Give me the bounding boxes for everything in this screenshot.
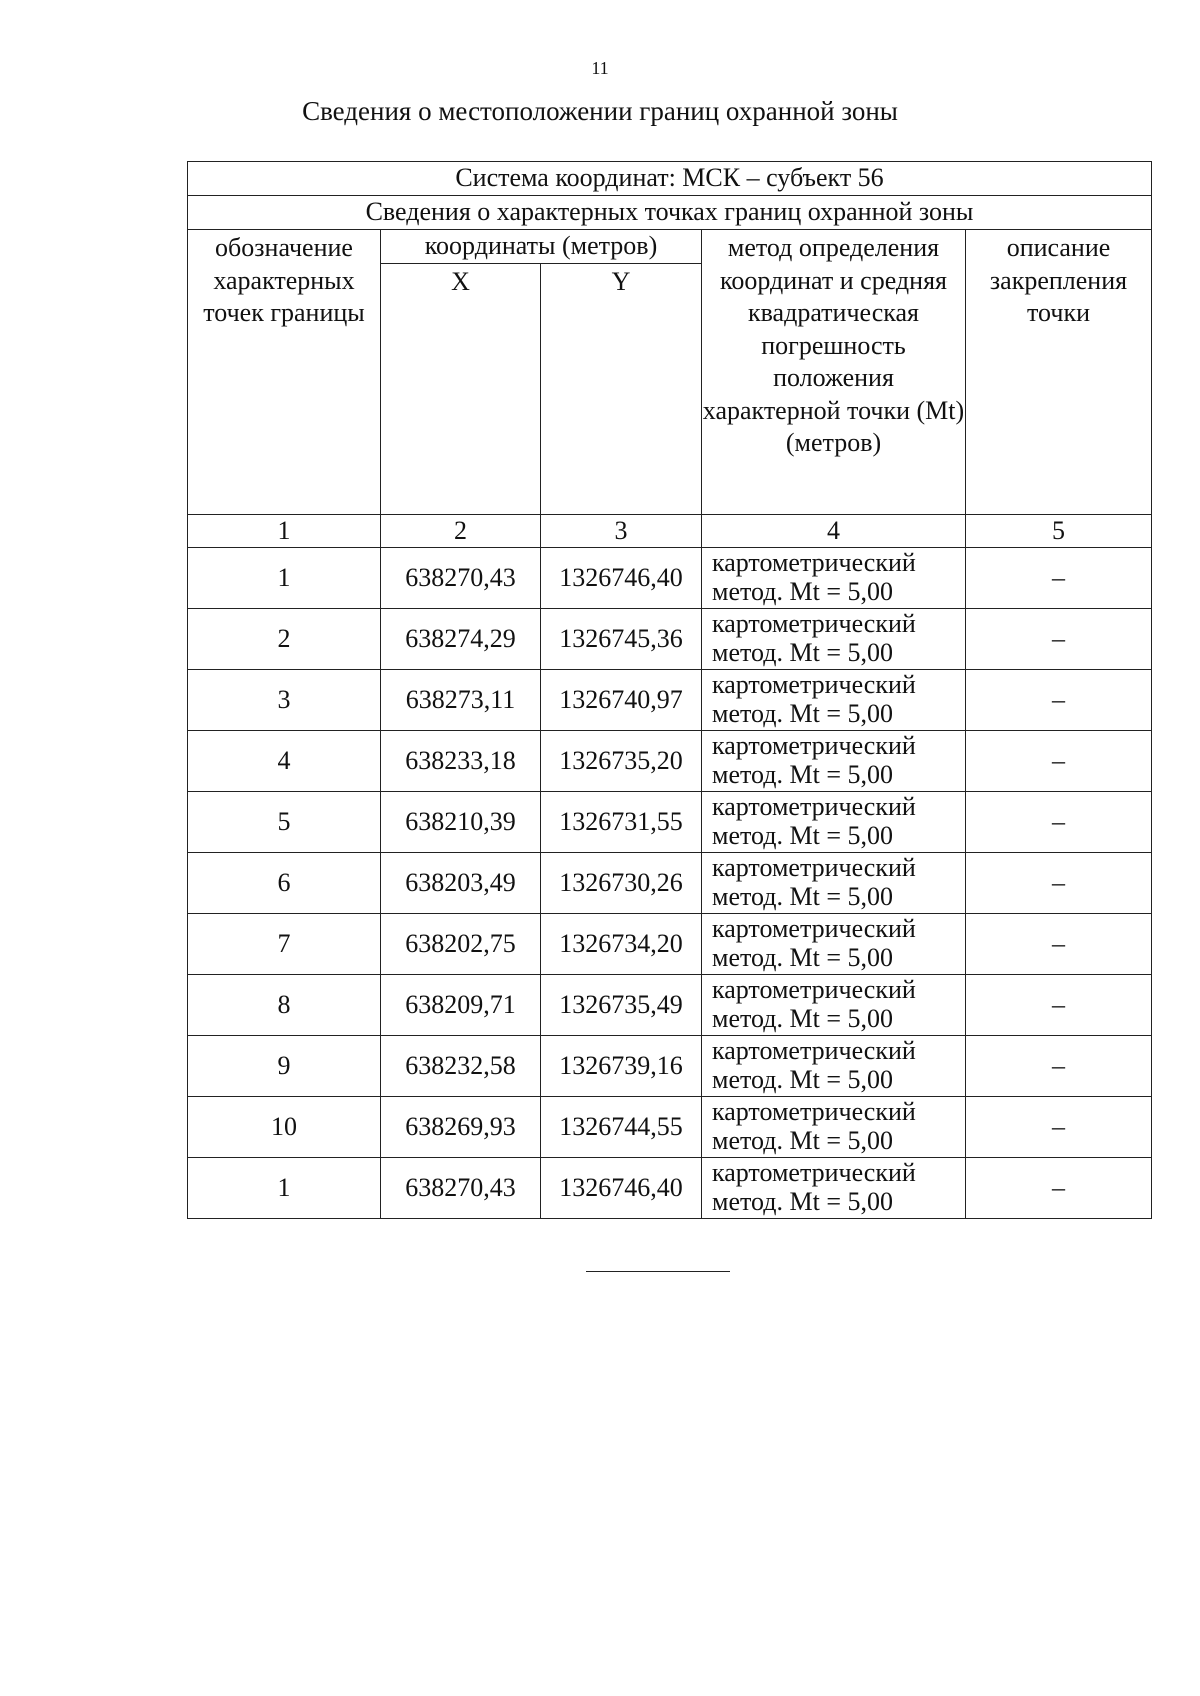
- table-row: [188, 1158, 1152, 1219]
- header-description: описание закрепления точки: [966, 230, 1152, 515]
- x-coordinate-cell: 638269,93: [381, 1097, 541, 1158]
- method-cell: [702, 1158, 966, 1219]
- description-cell: –: [966, 975, 1152, 1036]
- point-cell: 4: [188, 731, 381, 792]
- table-row: [188, 609, 1152, 670]
- x-coordinate-cell: 638209,71: [381, 975, 541, 1036]
- description-cell: –: [966, 1158, 1152, 1219]
- column-numbers-row: [188, 514, 1152, 548]
- column-number: 1: [188, 514, 381, 548]
- end-separator-line: [586, 1271, 730, 1272]
- header-coordinates: координаты (метров): [381, 230, 702, 264]
- method-text: картометрический метод. Mt = 5,00: [712, 1036, 916, 1094]
- y-coordinate-cell: 1326746,40: [541, 548, 702, 609]
- method-text: картометрический метод. Mt = 5,00: [712, 853, 916, 911]
- x-coordinate-cell: 638232,58: [381, 1036, 541, 1097]
- x-coordinate-cell: 638203,49: [381, 853, 541, 914]
- method-text: картометрический метод. Mt = 5,00: [712, 914, 916, 972]
- header-x: X: [381, 263, 541, 514]
- description-cell: –: [966, 609, 1152, 670]
- method-text: картометрический метод. Mt = 5,00: [712, 731, 916, 789]
- column-number: 2: [381, 514, 541, 548]
- point-cell: 5: [188, 792, 381, 853]
- method-cell: [702, 914, 966, 975]
- method-text: картометрический метод. Mt = 5,00: [712, 975, 916, 1033]
- method-text: картометрический метод. Mt = 5,00: [712, 609, 916, 667]
- page-number: 11: [591, 58, 609, 78]
- table-row: [188, 1097, 1152, 1158]
- table-row: [188, 670, 1152, 731]
- document-title: Сведения о местоположении границ охранной зоны: [302, 96, 898, 126]
- header-method: метод определения координат и средняя квадратическая погрешность положения характерной точки (Mt) (метров): [702, 230, 966, 515]
- coordinate-system-row: [188, 162, 1152, 196]
- method-cell: [702, 792, 966, 853]
- header-row-1: [188, 230, 1152, 264]
- table-row: [188, 731, 1152, 792]
- point-cell: 7: [188, 914, 381, 975]
- point-cell: 1: [188, 1158, 381, 1219]
- y-coordinate-cell: 1326746,40: [541, 1158, 702, 1219]
- method-cell: [702, 1036, 966, 1097]
- method-cell: [702, 853, 966, 914]
- boundary-points-table: [187, 161, 1152, 1219]
- header-point-designation: обозначение характерных точек границы: [188, 230, 381, 515]
- header-y: Y: [541, 263, 702, 514]
- description-cell: –: [966, 914, 1152, 975]
- table-subtitle-cell: Сведения о характерных точках границ охранной зоны: [188, 196, 1152, 230]
- table-row: [188, 1036, 1152, 1097]
- y-coordinate-cell: 1326730,26: [541, 853, 702, 914]
- x-coordinate-cell: 638270,43: [381, 548, 541, 609]
- column-number: 3: [541, 514, 702, 548]
- method-text: картометрический метод. Mt = 5,00: [712, 548, 916, 606]
- point-cell: 8: [188, 975, 381, 1036]
- method-cell: [702, 548, 966, 609]
- table-row: [188, 548, 1152, 609]
- y-coordinate-cell: 1326740,97: [541, 670, 702, 731]
- description-cell: –: [966, 670, 1152, 731]
- y-coordinate-cell: 1326735,49: [541, 975, 702, 1036]
- table-row: [188, 914, 1152, 975]
- y-coordinate-cell: 1326735,20: [541, 731, 702, 792]
- method-cell: [702, 670, 966, 731]
- description-cell: –: [966, 853, 1152, 914]
- y-coordinate-cell: 1326744,55: [541, 1097, 702, 1158]
- method-text: картометрический метод. Mt = 5,00: [712, 1097, 916, 1155]
- point-cell: 9: [188, 1036, 381, 1097]
- column-number: 4: [702, 514, 966, 548]
- table-row: [188, 975, 1152, 1036]
- table-subtitle-row: [188, 196, 1152, 230]
- description-cell: –: [966, 731, 1152, 792]
- description-cell: –: [966, 792, 1152, 853]
- description-cell: –: [966, 1036, 1152, 1097]
- method-cell: [702, 975, 966, 1036]
- method-text: картометрический метод. Mt = 5,00: [712, 670, 916, 728]
- x-coordinate-cell: 638233,18: [381, 731, 541, 792]
- point-cell: 2: [188, 609, 381, 670]
- point-cell: 10: [188, 1097, 381, 1158]
- point-cell: 6: [188, 853, 381, 914]
- description-cell: –: [966, 548, 1152, 609]
- x-coordinate-cell: 638210,39: [381, 792, 541, 853]
- method-cell: [702, 1097, 966, 1158]
- y-coordinate-cell: 1326739,16: [541, 1036, 702, 1097]
- method-cell: [702, 731, 966, 792]
- description-cell: –: [966, 1097, 1152, 1158]
- coordinate-system-cell: Система координат: МСК – субъект 56: [188, 162, 1152, 196]
- x-coordinate-cell: 638274,29: [381, 609, 541, 670]
- y-coordinate-cell: 1326731,55: [541, 792, 702, 853]
- y-coordinate-cell: 1326745,36: [541, 609, 702, 670]
- column-number: 5: [966, 514, 1152, 548]
- method-cell: [702, 609, 966, 670]
- x-coordinate-cell: 638270,43: [381, 1158, 541, 1219]
- table-row: [188, 853, 1152, 914]
- method-text: картометрический метод. Mt = 5,00: [712, 1158, 916, 1216]
- method-text: картометрический метод. Mt = 5,00: [712, 792, 916, 850]
- y-coordinate-cell: 1326734,20: [541, 914, 702, 975]
- point-cell: 1: [188, 548, 381, 609]
- point-cell: 3: [188, 670, 381, 731]
- x-coordinate-cell: 638202,75: [381, 914, 541, 975]
- table-row: [188, 792, 1152, 853]
- x-coordinate-cell: 638273,11: [381, 670, 541, 731]
